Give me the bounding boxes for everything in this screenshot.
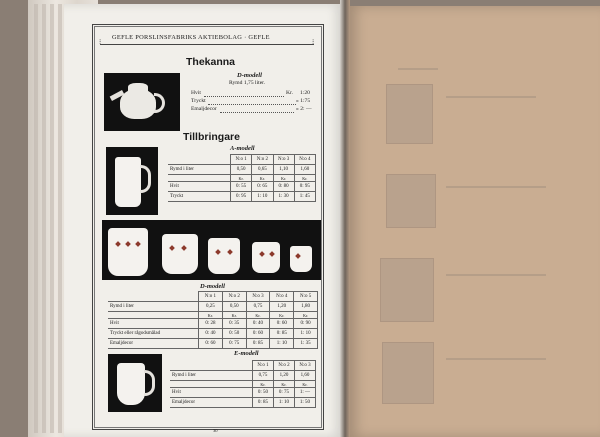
pitcher-photo-a bbox=[106, 147, 158, 215]
page-header: GEFLE PORSLINSFABRIKS AKTIEBOLAG · GEFLE bbox=[112, 34, 270, 41]
e-modell-title: E-modell bbox=[234, 350, 259, 357]
a-modell-title: A-modell bbox=[230, 145, 255, 152]
teapot-photo bbox=[104, 73, 180, 131]
pitcher-photo-e bbox=[108, 354, 162, 412]
currency-label: Kr. bbox=[286, 90, 293, 96]
thekanna-capacity: Rymd 1,75 liter. bbox=[229, 80, 266, 86]
price-label: Hvit bbox=[191, 90, 201, 96]
price-label: Emaljdecor bbox=[191, 106, 217, 112]
page-number: 30 bbox=[213, 428, 218, 433]
corner-ornament: ⁝ bbox=[312, 38, 315, 46]
price-value: » 2: — bbox=[296, 106, 312, 112]
d-modell-table: N:o 1 N:o 2 N:o 3 N:o 4 N:o 5 Rymd i liter 0,25 0,50 0,75 1,20 1,80 Kr. Kr. Kr. Kr. Kr. Hvit 0: 28 0: 35 0: 40 0: 60 0: 90 Tryckt eller rågodsmålad 0: 40 0: 50 0: 60 0: 85 1: 10 Emaljdecor 0: 60 0: 75 0: 85 1: 10 1: 35 bbox=[108, 291, 318, 349]
thekanna-model: D-modell bbox=[237, 72, 262, 79]
book-gutter bbox=[340, 0, 350, 437]
corner-ornament: ⁝ bbox=[99, 38, 102, 46]
price-label: Tryckt bbox=[191, 98, 206, 104]
e-modell-table: N:o 1 N:o 2 N:o 3 Rymd i liter 0,75 1,20 1,60 Kr. Kr. Kr. Hvit 0: 50 0: 75 1: — Emaljdecor 0: 85 1: 10 1: 50 bbox=[170, 360, 316, 408]
section-title-tillbringare: Tillbringare bbox=[183, 131, 240, 143]
pitcher-set-photo bbox=[102, 220, 321, 280]
price-value: » 1:75 bbox=[296, 98, 311, 104]
section-title-thekanna: Thekanna bbox=[186, 56, 236, 68]
right-page bbox=[346, 6, 600, 437]
d-modell-title: D-modell bbox=[200, 283, 225, 290]
price-value: 1:20 bbox=[300, 90, 310, 96]
a-modell-table: N:o 1 N:o 2 N:o 3 N:o 4 Rymd i liter 0,50 0,65 1,10 1,60 Kr. Kr. Kr. Kr. Hvit 0: 55 0: 65 0: 80 0: 95 Tryckt 0: 95 1: 10 1: 30 1: 45 bbox=[168, 154, 316, 202]
header-rule bbox=[100, 44, 314, 45]
